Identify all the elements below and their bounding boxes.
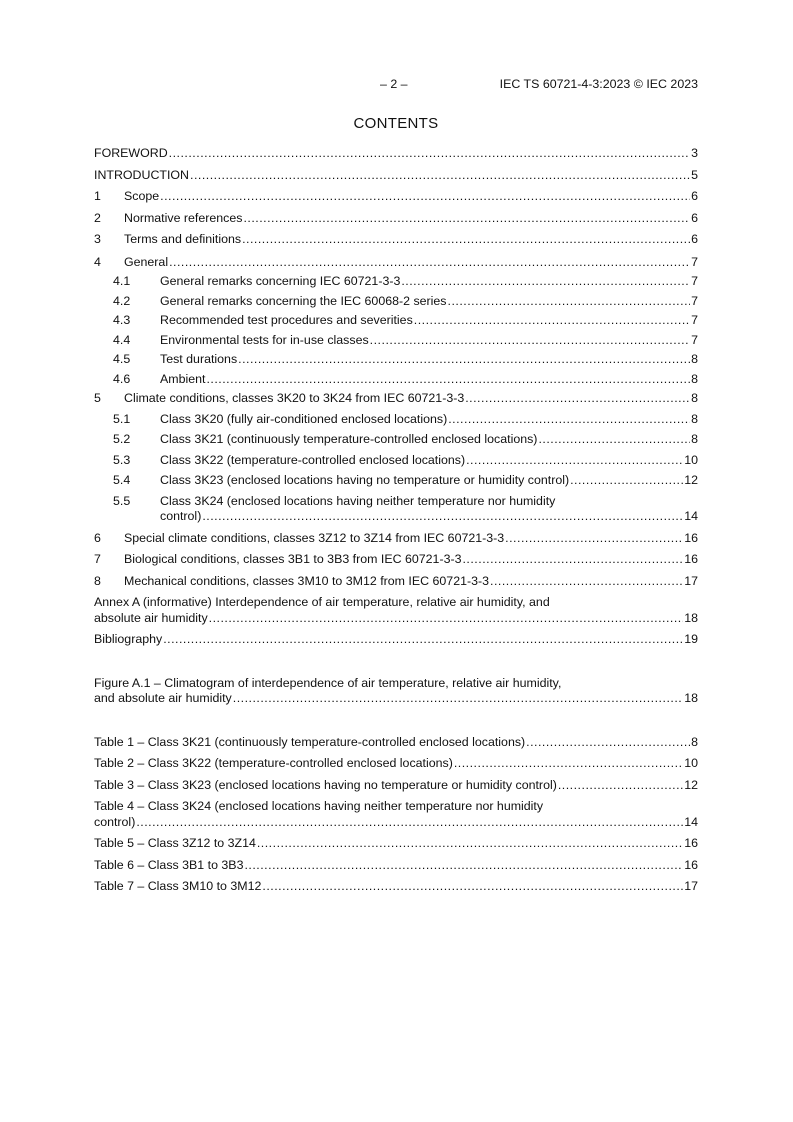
toc-entry-number: 7 bbox=[94, 552, 101, 566]
toc-entry-biological-conditions[interactable] bbox=[94, 552, 698, 568]
toc-entry-title: INTRODUCTION bbox=[94, 167, 189, 182]
toc-page-number: 16 bbox=[684, 836, 698, 850]
toc-entry-table-2[interactable] bbox=[94, 756, 698, 772]
dot-leader bbox=[206, 372, 690, 388]
toc-entry-title: Normative references bbox=[124, 210, 243, 225]
toc-entry-4-4[interactable] bbox=[94, 333, 698, 349]
dot-leader bbox=[163, 632, 683, 648]
toc-page-number: 12 bbox=[684, 777, 698, 792]
toc-entry-number: 5.5 bbox=[113, 493, 131, 508]
toc-entry-title-line: Table 4 – Class 3K24 (enclosed locations having neither temperature nor humidity bbox=[94, 799, 544, 813]
toc-page-number: 10 bbox=[684, 452, 698, 467]
toc-entry-table-5[interactable] bbox=[94, 836, 698, 852]
toc-entry-number: 1 bbox=[94, 189, 101, 203]
toc-page-number: 7 bbox=[691, 332, 698, 347]
toc-entry-title: Special climate conditions, classes 3Z12 to 3Z14 from IEC 60721-3-3 bbox=[124, 530, 505, 545]
toc-entry-table-7[interactable] bbox=[94, 879, 698, 895]
toc-entry-title: and absolute air humidity bbox=[94, 691, 232, 705]
toc-entry-special-climate-conditions[interactable] bbox=[94, 531, 698, 547]
toc-entry-number: 8 bbox=[94, 573, 101, 588]
toc-page-number: 8 bbox=[691, 391, 698, 405]
toc-page-number: 8 bbox=[691, 432, 698, 446]
page-title: CONTENTS bbox=[353, 115, 439, 132]
toc-entry-bibliography[interactable] bbox=[94, 632, 698, 648]
toc-entry-general[interactable] bbox=[94, 255, 698, 271]
toc-page-number: 5 bbox=[691, 167, 698, 182]
toc-page-number: 7 bbox=[691, 313, 698, 327]
toc-page-number: 6 bbox=[691, 232, 698, 246]
toc-entry-title: Table 6 – Class 3B1 to 3B3 bbox=[94, 857, 244, 872]
toc-entry-title: absolute air humidity bbox=[94, 610, 208, 625]
dot-leader bbox=[233, 691, 683, 707]
toc-page-number: 17 bbox=[684, 573, 698, 588]
toc-entry-5-5[interactable] bbox=[94, 494, 698, 525]
toc-page-number: 6 bbox=[691, 189, 698, 203]
toc-entry-5-2[interactable] bbox=[94, 432, 698, 448]
toc-entry-5-3[interactable] bbox=[94, 453, 698, 469]
dot-leader bbox=[238, 352, 690, 368]
toc-entry-title: Table 3 – Class 3K23 (enclosed locations having no temperature or humidity control) bbox=[94, 777, 557, 792]
toc-entry-number: 3 bbox=[94, 232, 101, 246]
dot-leader bbox=[414, 313, 690, 329]
toc-entry-title: Environmental tests for in-use classes bbox=[160, 332, 369, 347]
toc-entry-title: General remarks concerning the IEC 60068-2 series bbox=[160, 293, 447, 308]
standard-reference: IEC TS 60721-4-3:2023 © IEC 2023 bbox=[499, 77, 698, 91]
dot-leader bbox=[558, 778, 683, 794]
toc-page-number: 17 bbox=[684, 879, 698, 893]
dot-leader bbox=[169, 146, 690, 162]
toc-entry-number: 4.2 bbox=[113, 293, 131, 308]
toc-entry-number: 4.6 bbox=[113, 371, 131, 386]
toc-page-number: 8 bbox=[691, 371, 698, 386]
dot-leader bbox=[257, 836, 683, 852]
dot-leader bbox=[202, 509, 683, 525]
toc-entry-title-line: Class 3K24 (enclosed locations having neither temperature nor humidity bbox=[160, 493, 556, 508]
dot-leader bbox=[465, 391, 690, 407]
toc-page-number: 16 bbox=[684, 530, 698, 545]
toc-entry-normative-references[interactable] bbox=[94, 211, 698, 227]
toc-entry-figure-a1[interactable] bbox=[94, 676, 698, 707]
toc-page-number: 16 bbox=[684, 552, 698, 566]
toc-page-number: 14 bbox=[684, 509, 698, 523]
toc-entry-title: control) bbox=[94, 814, 136, 829]
dot-leader bbox=[209, 611, 684, 627]
toc-page-number: 6 bbox=[691, 210, 698, 225]
toc-page-number: 19 bbox=[684, 632, 698, 646]
toc-entry-title: Test durations bbox=[160, 352, 238, 366]
toc-entry-introduction[interactable] bbox=[94, 168, 698, 184]
toc-entry-title: Class 3K20 (fully air-conditioned enclosed locations) bbox=[160, 411, 448, 426]
toc-entry-number: 4.3 bbox=[113, 313, 131, 327]
toc-page-number: 18 bbox=[684, 610, 698, 625]
dot-leader bbox=[370, 333, 690, 349]
toc-entry-number: 5.4 bbox=[113, 473, 131, 487]
toc-entry-4-1[interactable] bbox=[94, 274, 698, 290]
toc-entry-4-2[interactable] bbox=[94, 294, 698, 310]
toc-entry-title: Bibliography bbox=[94, 632, 163, 646]
dot-leader bbox=[538, 432, 690, 448]
toc-entry-title: Recommended test procedures and severities bbox=[160, 313, 413, 327]
toc-page-number: 7 bbox=[691, 293, 698, 308]
table-of-contents bbox=[94, 146, 698, 895]
dot-leader bbox=[570, 473, 683, 489]
page-number: – 2 – bbox=[380, 77, 408, 91]
toc-entry-5-4[interactable] bbox=[94, 473, 698, 489]
toc-entry-table-1[interactable] bbox=[94, 735, 698, 751]
toc-entry-title: Class 3K23 (enclosed locations having no temperature or humidity control) bbox=[160, 473, 570, 487]
toc-entry-number: 4 bbox=[94, 254, 101, 269]
toc-entry-4-6[interactable] bbox=[94, 372, 698, 388]
toc-entry-4-5[interactable] bbox=[94, 352, 698, 368]
dot-leader bbox=[505, 531, 683, 547]
toc-entry-title: Table 2 – Class 3K22 (temperature-controlled enclosed locations) bbox=[94, 756, 453, 770]
dot-leader bbox=[490, 574, 683, 590]
toc-entry-number: 5.2 bbox=[113, 432, 131, 446]
dot-leader bbox=[242, 232, 690, 248]
dot-leader bbox=[462, 552, 683, 568]
toc-entry-table-6[interactable] bbox=[94, 858, 698, 874]
toc-entry-title: FOREWORD bbox=[94, 146, 168, 160]
toc-entry-5-1[interactable] bbox=[94, 412, 698, 428]
toc-page-number: 16 bbox=[684, 857, 698, 872]
toc-entry-number: 5.1 bbox=[113, 411, 131, 426]
toc-entry-mechanical-conditions[interactable] bbox=[94, 574, 698, 590]
toc-page-number: 8 bbox=[691, 734, 698, 749]
toc-page-number: 10 bbox=[684, 756, 698, 770]
toc-entry-number: 5 bbox=[94, 391, 101, 405]
dot-leader bbox=[448, 294, 691, 310]
toc-entry-title: control) bbox=[160, 509, 202, 523]
toc-entry-title: Ambient bbox=[160, 371, 206, 386]
toc-entry-climate-conditions[interactable] bbox=[94, 391, 698, 407]
toc-entry-title: Mechanical conditions, classes 3M10 to 3M12 from IEC 60721-3-3 bbox=[124, 573, 490, 588]
toc-entry-number: 4.1 bbox=[113, 274, 131, 288]
dot-leader bbox=[136, 815, 683, 831]
dot-leader bbox=[466, 453, 683, 469]
toc-entry-title: Scope bbox=[124, 189, 160, 203]
toc-entry-number: 6 bbox=[94, 530, 101, 545]
toc-entry-title: Class 3K21 (continuously temperature-controlled enclosed locations) bbox=[160, 432, 538, 446]
toc-entry-number: 5.3 bbox=[113, 452, 131, 467]
toc-entry-table-4[interactable] bbox=[94, 799, 698, 830]
dot-leader bbox=[169, 255, 690, 271]
toc-entry-table-3[interactable] bbox=[94, 778, 698, 794]
dot-leader bbox=[262, 879, 683, 895]
toc-entry-title: Class 3K22 (temperature-controlled enclosed locations) bbox=[160, 452, 466, 467]
toc-entry-number: 4.4 bbox=[113, 332, 131, 347]
toc-page-number: 7 bbox=[691, 274, 698, 288]
dot-leader bbox=[244, 858, 683, 874]
toc-page-number: 3 bbox=[691, 146, 698, 160]
toc-entry-title: Table 7 – Class 3M10 to 3M12 bbox=[94, 879, 262, 893]
toc-entry-title: General remarks concerning IEC 60721-3-3 bbox=[160, 274, 401, 288]
toc-entry-title: Table 5 – Class 3Z12 to 3Z14 bbox=[94, 836, 256, 850]
toc-entry-title-line: Annex A (informative) Interdependence of air temperature, relative air humidity, and bbox=[94, 595, 550, 609]
toc-entry-title: Climate conditions, classes 3K20 to 3K24 from IEC 60721-3-3 bbox=[124, 391, 465, 405]
toc-entry-title: Biological conditions, classes 3B1 to 3B3 from IEC 60721-3-3 bbox=[124, 552, 462, 566]
toc-entry-title: General bbox=[124, 254, 169, 269]
toc-entry-number: 4.5 bbox=[113, 352, 131, 366]
toc-page-number: 8 bbox=[691, 352, 698, 366]
toc-entry-terms-and-definitions[interactable] bbox=[94, 232, 698, 248]
toc-entry-4-3[interactable] bbox=[94, 313, 698, 329]
dot-leader bbox=[526, 735, 690, 751]
toc-page-number: 14 bbox=[684, 814, 698, 829]
toc-page-number: 18 bbox=[684, 691, 698, 705]
toc-entry-number: 2 bbox=[94, 210, 101, 225]
dot-leader bbox=[454, 756, 683, 772]
toc-entry-title: Table 1 – Class 3K21 (continuously temperature-controlled enclosed locations) bbox=[94, 734, 526, 749]
dot-leader bbox=[190, 168, 690, 184]
dot-leader bbox=[160, 189, 690, 205]
toc-page-number: 8 bbox=[691, 411, 698, 426]
dot-leader bbox=[401, 274, 690, 290]
toc-entry-annex-a[interactable] bbox=[94, 595, 698, 626]
dot-leader bbox=[448, 412, 690, 428]
toc-page-number: 12 bbox=[684, 473, 698, 487]
dot-leader bbox=[243, 211, 690, 227]
toc-entry-title-line: Figure A.1 – Climatogram of interdependence of air temperature, relative air humidity, bbox=[94, 675, 562, 690]
toc-page-number: 7 bbox=[691, 254, 698, 269]
toc-entry-scope[interactable] bbox=[94, 189, 698, 205]
page-header bbox=[94, 77, 698, 93]
toc-entry-title: Terms and definitions bbox=[124, 232, 242, 246]
toc-entry-foreword[interactable] bbox=[94, 146, 698, 162]
